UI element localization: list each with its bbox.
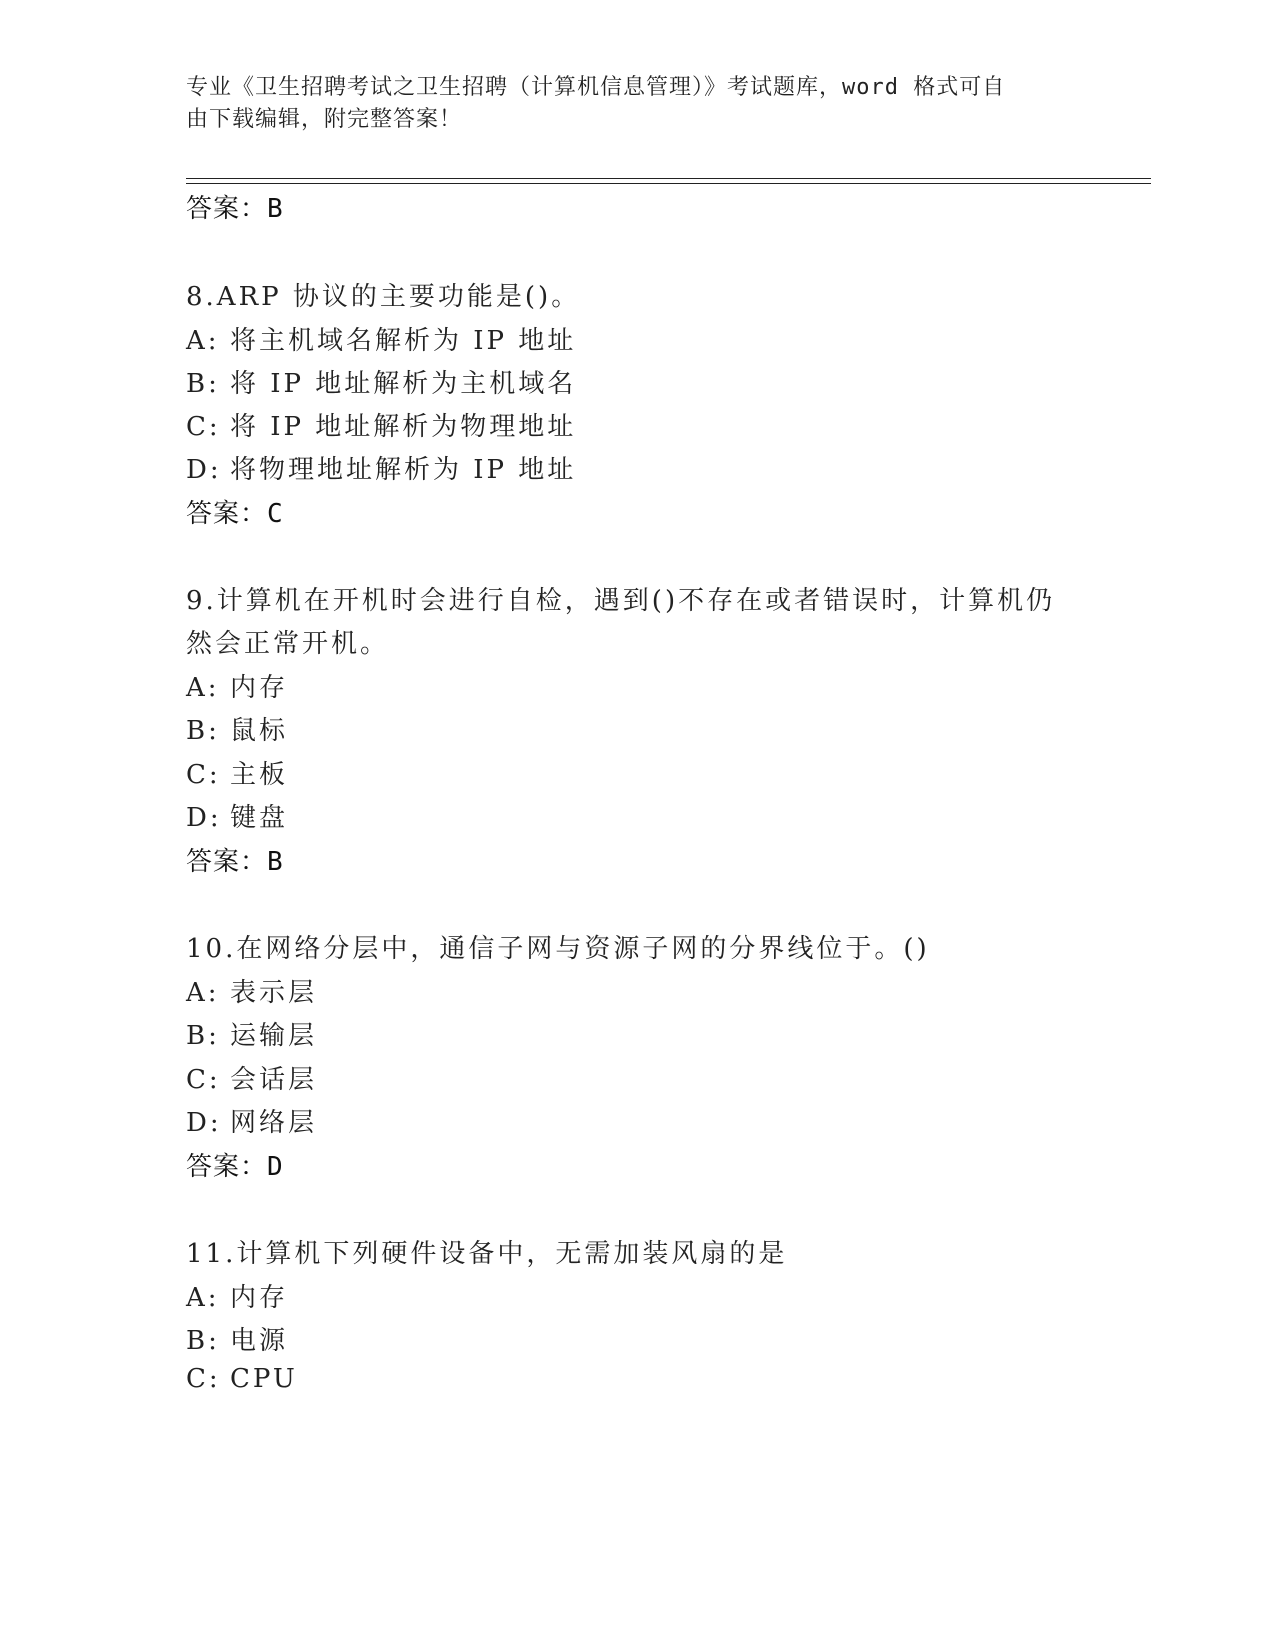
option-item <box>186 363 576 400</box>
question-stem-continued: 然会正常开机。 <box>186 629 390 659</box>
option-letter: D: <box>186 1108 222 1138</box>
answer-line: 答案：B <box>186 194 284 224</box>
option-item <box>186 797 288 834</box>
option-item <box>186 667 288 704</box>
option-text: 表示层 <box>230 978 318 1008</box>
option-item <box>186 1015 317 1052</box>
answer-line: 答案：D <box>186 1152 284 1182</box>
option-text: 鼠标 <box>230 716 289 746</box>
option-text: 会话层 <box>230 1065 318 1095</box>
option-text: 运输层 <box>230 1021 318 1051</box>
option-letter: A: <box>186 673 220 703</box>
option-item <box>186 972 317 1009</box>
option-item <box>186 1059 317 1096</box>
option-text: 内存 <box>230 673 289 703</box>
option-text: 将主机域名解析为 IP 地址 <box>230 326 577 356</box>
option-letter: A: <box>186 1283 220 1313</box>
option-letter: C: <box>186 1065 221 1095</box>
option-text: 将 IP 地址解析为物理地址 <box>230 412 577 442</box>
answer-line: 答案：B <box>186 847 284 877</box>
option-text: 键盘 <box>230 803 289 833</box>
option-item <box>186 320 576 357</box>
option-item <box>186 754 288 791</box>
question-stem: 10.在网络分层中，通信子网与资源子网的分界线位于。() <box>186 934 930 964</box>
question-stem: 11.计算机下列硬件设备中，无需加装风扇的是 <box>186 1239 788 1269</box>
option-text: 主板 <box>230 760 289 790</box>
option-letter: B: <box>186 716 220 746</box>
option-text: CPU <box>230 1364 298 1394</box>
header-rule-top <box>186 178 1151 179</box>
question-stem: 8.ARP 协议的主要功能是()。 <box>186 282 581 312</box>
option-text: 网络层 <box>230 1108 318 1138</box>
option-letter: B: <box>186 1326 220 1356</box>
option-letter: A: <box>186 978 220 1008</box>
header-line-1: 专业《卫生招聘考试之卫生招聘（计算机信息管理）》考试题库，word 格式可自 <box>186 75 1006 100</box>
option-text: 电源 <box>230 1326 289 1356</box>
question-stem: 9.计算机在开机时会进行自检，遇到()不存在或者错误时，计算机仍 <box>186 586 1056 616</box>
option-letter: C: <box>186 1364 221 1394</box>
header-line-2: 由下载编辑，附完整答案！ <box>186 107 463 132</box>
option-item <box>186 449 576 486</box>
option-letter: D: <box>186 803 222 833</box>
option-text: 内存 <box>230 1283 289 1313</box>
option-letter: C: <box>186 412 221 442</box>
option-item <box>186 406 576 443</box>
option-item <box>186 1102 317 1139</box>
option-letter: C: <box>186 760 221 790</box>
option-text: 将 IP 地址解析为主机域名 <box>230 369 577 399</box>
option-text: 将物理地址解析为 IP 地址 <box>230 455 577 485</box>
header-rule-bottom <box>186 183 1151 184</box>
option-letter: B: <box>186 1021 220 1051</box>
option-item <box>186 1364 298 1394</box>
option-letter: A: <box>186 326 220 356</box>
option-item <box>186 1277 288 1314</box>
option-letter: B: <box>186 369 220 399</box>
option-letter: D: <box>186 455 222 485</box>
answer-line: 答案：C <box>186 499 284 529</box>
document-header <box>186 72 1066 136</box>
option-item <box>186 710 288 747</box>
option-item <box>186 1320 288 1357</box>
